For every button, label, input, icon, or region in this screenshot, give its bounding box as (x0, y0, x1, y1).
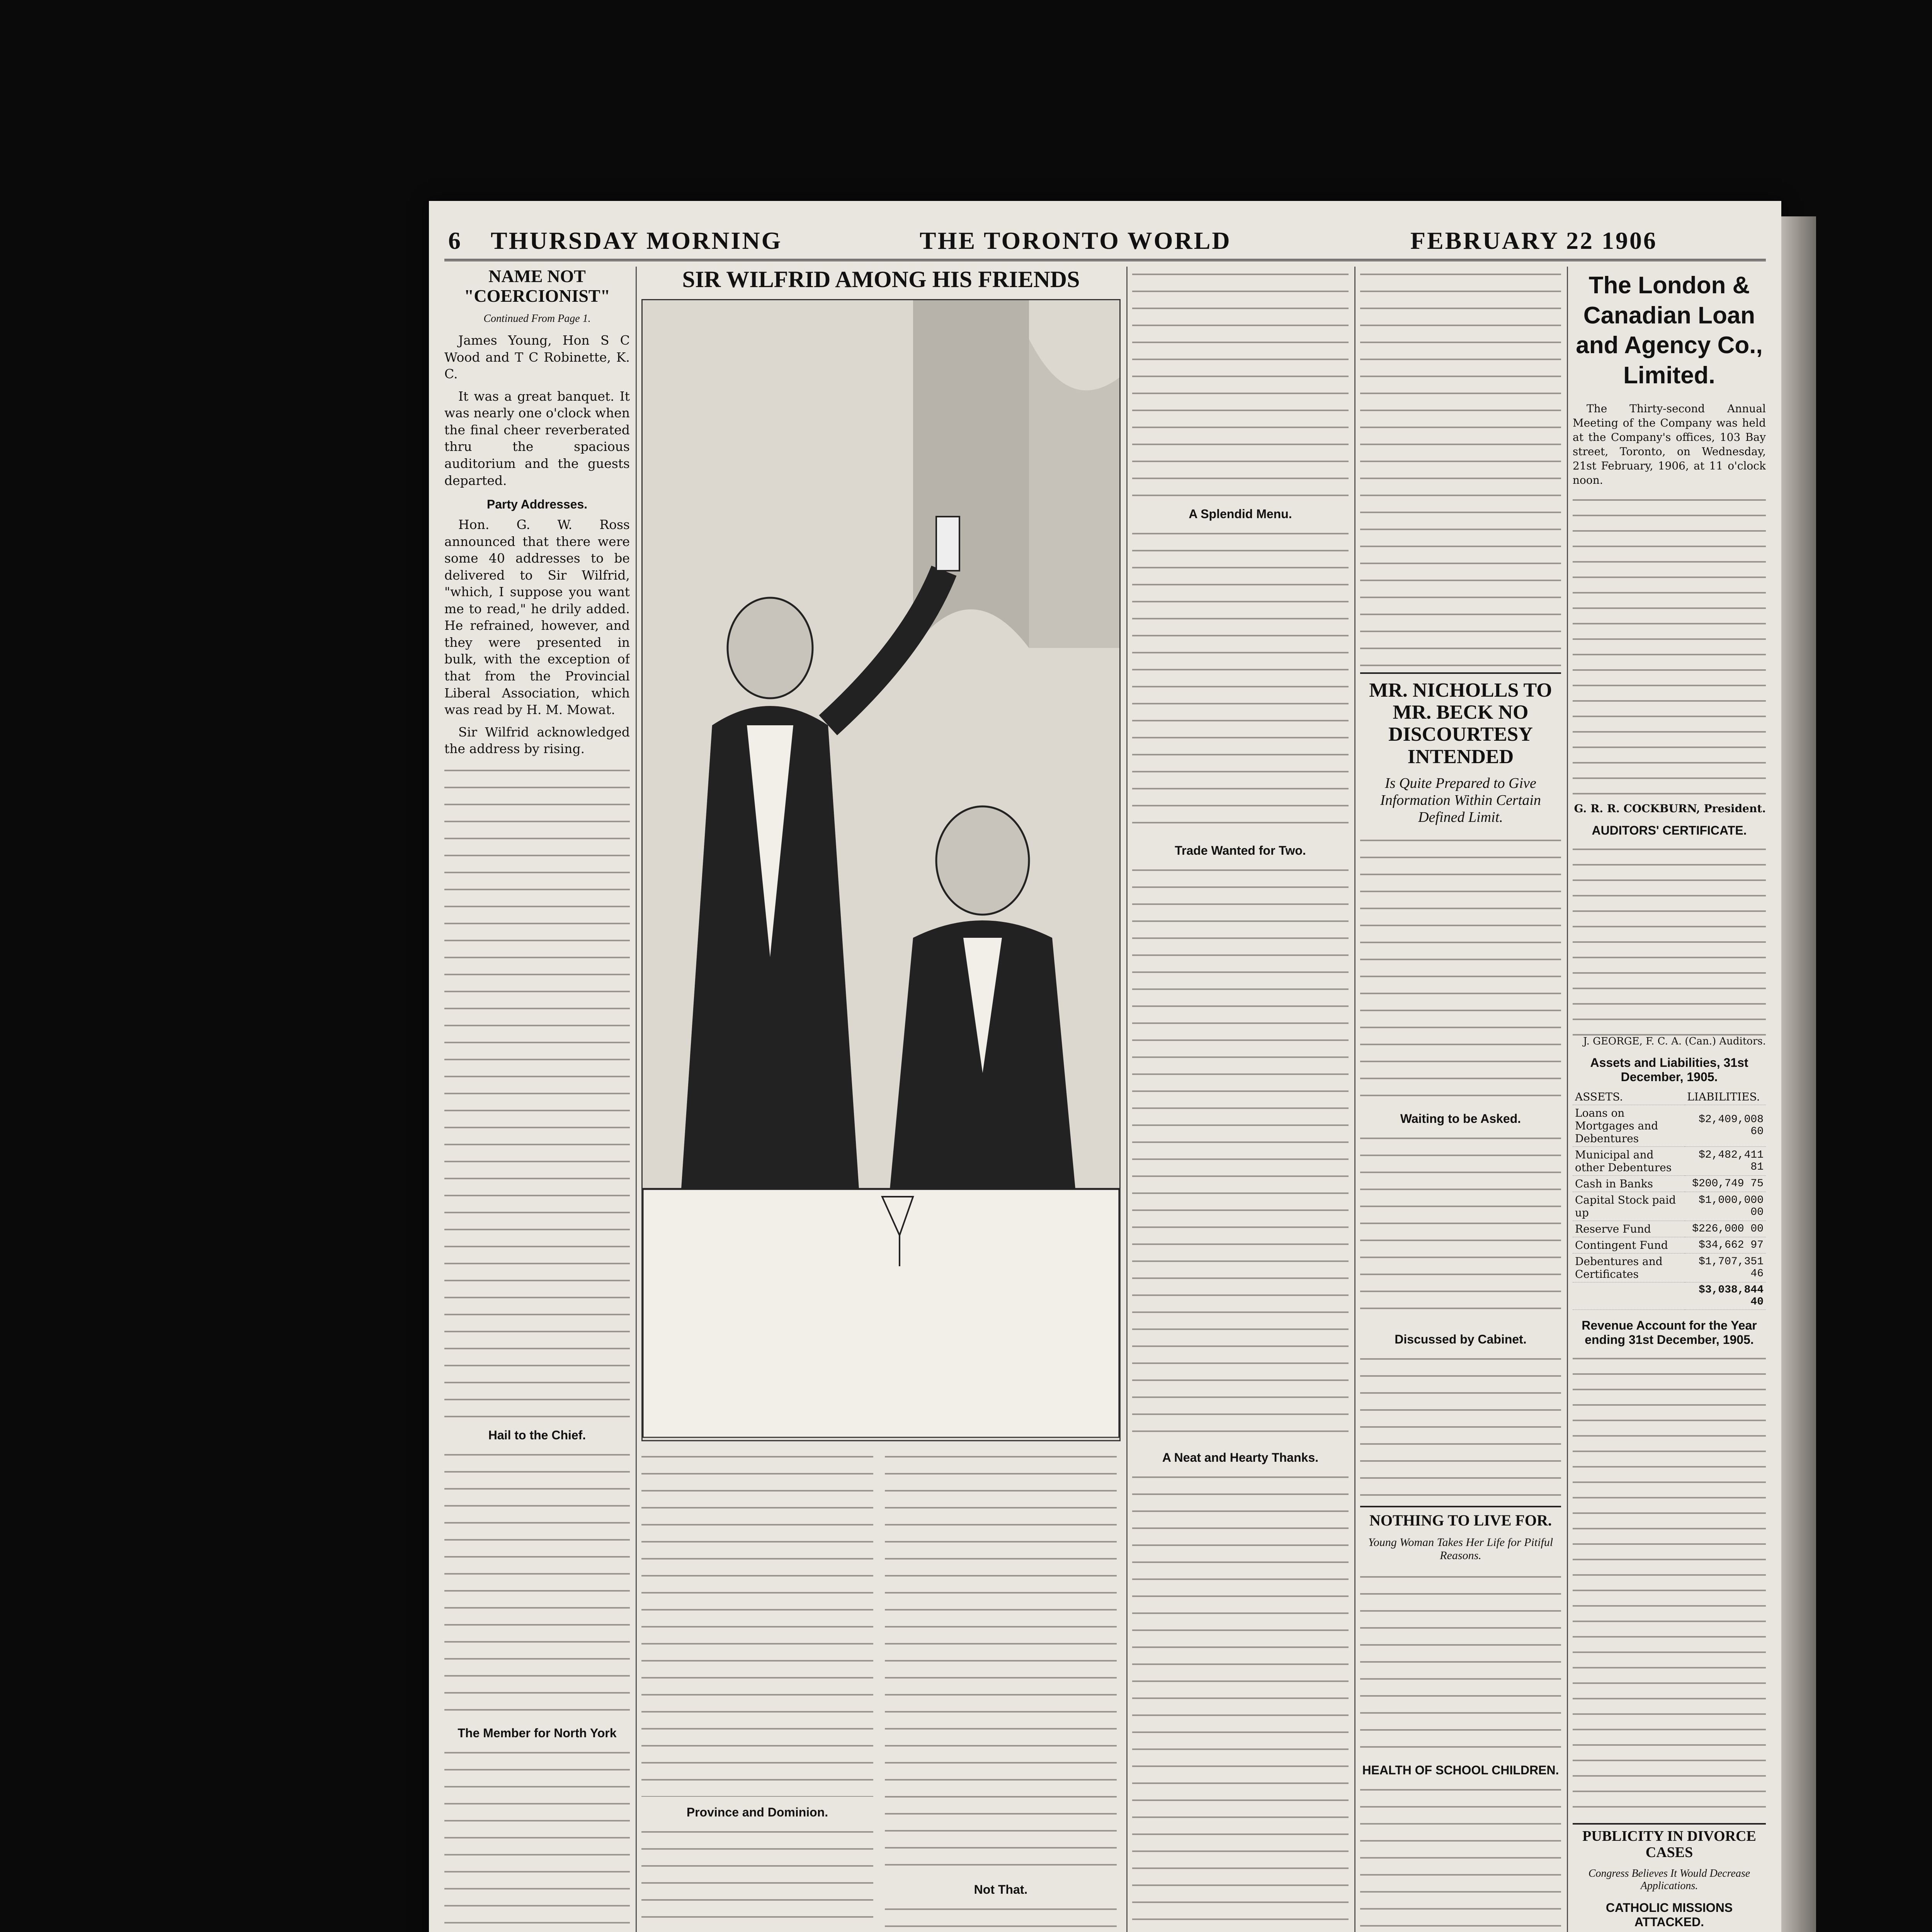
headline-catholic-missions: CATHOLIC MISSIONS ATTACKED. (1605, 1901, 1733, 1929)
nothing-subhead: Young Woman Takes Her Life for Pitiful Reasons. (1368, 1536, 1553, 1562)
nicholls-subhead: Is Quite Prepared to Give Information Within Certain Defined Limit. (1380, 775, 1541, 825)
headline-nothing-to-live-for: NOTHING TO LIVE FOR. (1360, 1506, 1561, 1529)
page-edge-shadow (1781, 216, 1816, 1932)
headline-nicholls-beck: MR. NICHOLLS TO MR. BECK NO DISCOURTESY INTENDED (1360, 672, 1561, 768)
paragraph: James Young, Hon S C Wood and T C Robinette, K. C. (444, 333, 630, 382)
table-total-row: $3,038,844 40 (1573, 1282, 1766, 1310)
text-block (1132, 1469, 1349, 1932)
banquet-illustration (643, 300, 1119, 1438)
text-block (1360, 1569, 1561, 1755)
column-rule (636, 267, 637, 1932)
text-block (885, 1901, 1117, 1932)
table-row: Reserve Fund $226,000 00 (1573, 1221, 1766, 1237)
column-rule (1126, 267, 1128, 1932)
loan-signed: G. R. R. COCKBURN, President. (1574, 802, 1766, 815)
table-row: Cash in Banks $200,749 75 (1573, 1175, 1766, 1192)
liabilities-label: LIABILITIES. (1685, 1089, 1766, 1105)
auditor-signature: J. GEORGE, F. C. A. (Can.) Auditors. (1583, 1035, 1766, 1047)
section-heading: A Splendid Menu. (1189, 507, 1292, 521)
text-block (1360, 833, 1561, 1103)
column-1 (444, 267, 630, 1932)
headline-sir-wilfrid: SIR WILFRID AMONG HIS FRIENDS (682, 267, 1080, 292)
loan-intro: The Thirty-second Annual Meeting of the Company was held at the Company's offices, 103 Bay street, Toronto, on Wednesday, 21st February, 1906, at 11 o'clock noon. (1573, 402, 1766, 486)
newspaper-page (429, 201, 1781, 1932)
loan-ad-title: The London & Canadian Loan and Agency Co., Limited. (1576, 272, 1763, 389)
balance-sheet-table (1573, 1089, 1766, 1310)
publicity-subhead: Congress Believes It Would Decrease Applications. (1588, 1867, 1750, 1892)
headline-publicity-divorce: PUBLICITY IN DIVORCE CASES (1573, 1823, 1766, 1861)
table-row: Contingent Fund $34,662 97 (1573, 1237, 1766, 1253)
text-block (885, 1449, 1117, 1874)
masthead-day: THURSDAY MORNING (491, 227, 782, 254)
text-block (1132, 267, 1349, 498)
text-block (1573, 842, 1766, 1036)
masthead (444, 216, 1766, 261)
paragraph: Sir Wilfrid acknowledged the address by rising. (444, 724, 630, 757)
headline-name-not-coercionist: NAME NOT "COERCIONIST" (464, 267, 611, 306)
text-block (1573, 1352, 1766, 1815)
text-block (444, 1745, 630, 1932)
column-4 (1132, 267, 1349, 1932)
column-6-loan-ad (1573, 267, 1766, 1932)
section-heading: The Member for North York (457, 1726, 617, 1740)
section-heading: Trade Wanted for Two. (1175, 844, 1306, 857)
text-block (1132, 526, 1349, 835)
section-heading: Waiting to be Asked. (1400, 1111, 1521, 1126)
paragraph: It was a great banquet. It was nearly one o'clock when the final cheer reverberated thru the spacious auditorium and the guests departed. (444, 388, 630, 488)
paragraph: Hon. G. W. Ross announced that there were some 40 addresses to be delivered to Sir Wilfrid, "which, I suppose you want me to read," he drily added. He refrained, however, and they were presented in bulk, with the exception of that from the Provincial Liberal Association, which was read by H. M. Mowat. (444, 517, 630, 718)
table-row: Capital Stock paid up $1,000,000 00 (1573, 1192, 1766, 1221)
column-5 (1360, 267, 1561, 1932)
section-heading: Party Addresses. (486, 497, 588, 512)
continued-note: Continued From Page 1. (483, 313, 591, 325)
text-column-3 (885, 1449, 1117, 1932)
text-column-2 (641, 1449, 873, 1932)
text-block (1573, 493, 1766, 802)
page-number: 6 (448, 227, 462, 254)
text-block (641, 1824, 873, 1932)
illustration-banquet (641, 299, 1121, 1441)
text-block (1360, 1131, 1561, 1324)
column-2-3 (641, 267, 1121, 1932)
column-rule (1354, 267, 1355, 1932)
text-block (1360, 267, 1561, 672)
text-block (1360, 1351, 1561, 1506)
assets-label: ASSETS. (1573, 1089, 1685, 1105)
headline-health-school-children: HEALTH OF SCHOOL CHILDREN. (1362, 1763, 1559, 1777)
table-row: Municipal and other Debentures $2,482,411 81 (1573, 1146, 1766, 1175)
assets-heading: Assets and Liabilities, 31st December, 1905. (1590, 1055, 1748, 1084)
text-block (1360, 1782, 1561, 1929)
masthead-date: FEBRUARY 22 1906 (1410, 227, 1657, 254)
masthead-paper: THE TORONTO WORLD (920, 227, 1231, 254)
auditors-heading: AUDITORS' CERTIFICATE. (1592, 823, 1747, 837)
table-row: Loans on Mortgages and Debentures $2,409,008 60 (1573, 1105, 1766, 1146)
section-heading: Province and Dominion. (686, 1805, 828, 1819)
text-block (1132, 862, 1349, 1442)
section-heading: Hail to the Chief. (488, 1428, 586, 1442)
column-rule (1567, 267, 1568, 1932)
revenue-heading: Revenue Account for the Year ending 31st December, 1905. (1582, 1318, 1757, 1347)
table-row: Debentures and Certificates $1,707,351 46 (1573, 1253, 1766, 1282)
section-heading: Not That. (974, 1883, 1028, 1896)
text-block (641, 1449, 873, 1797)
text-block (444, 763, 630, 1420)
section-heading: A Neat and Hearty Thanks. (1162, 1451, 1319, 1464)
text-block (444, 1447, 630, 1718)
section-heading: Discussed by Cabinet. (1395, 1332, 1527, 1346)
